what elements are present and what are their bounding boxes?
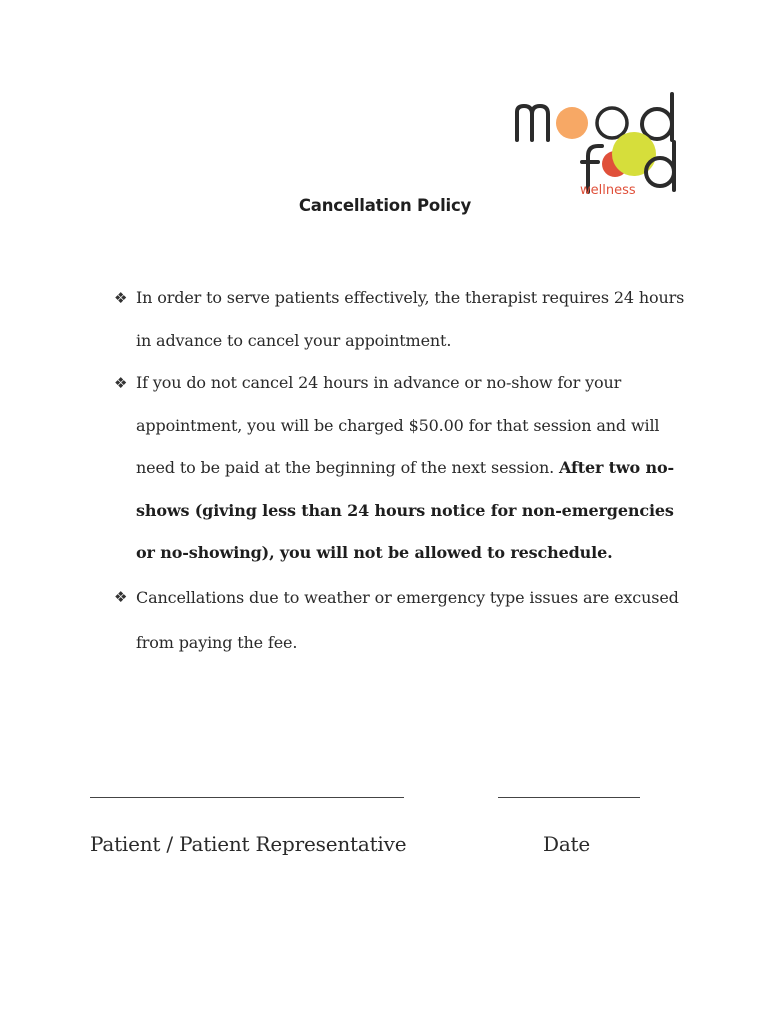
page-title: Cancellation Policy — [298, 196, 472, 215]
logo-letter-d-bowl — [642, 109, 672, 139]
logo-outline-circle — [597, 108, 627, 138]
date-signature-label: Date — [543, 832, 591, 856]
logo-green-circle — [612, 132, 656, 176]
diamond-bullet-icon: ❖ — [114, 289, 128, 307]
policy-warning: After two no-shows (giving less than 24 hours notice for non-emergencies or no-showing), you will not be allowed to reschedule. — [136, 458, 674, 562]
diamond-bullet-icon: ❖ — [114, 587, 128, 606]
policy-text: Cancellations due to weather or emergency type issues are excused from paying the fee. — [136, 587, 679, 652]
logo-letter-d2-bowl — [646, 158, 674, 186]
mood-food-wellness-logo — [512, 90, 684, 200]
patient-signature-line[interactable] — [90, 797, 404, 798]
policy-text: In order to serve patients effectively, the therapist requires 24 hours in advance to cancel your appointment. — [136, 288, 685, 350]
policy-item-no-show-fee — [114, 362, 694, 575]
policy-item-weather-exception — [114, 575, 694, 665]
policy-text: If you do not cancel 24 hours in advance or no-show for your appointment, you will be charged $50.00 for that session and will need to be paid at the beginning of the next session. — [136, 373, 660, 477]
logo-tagline: wellness — [580, 183, 636, 198]
logo-orange-circle — [556, 107, 588, 139]
date-signature-line[interactable] — [498, 797, 640, 798]
policy-item-advance-notice — [114, 277, 694, 362]
diamond-bullet-icon: ❖ — [114, 374, 128, 392]
patient-signature-label: Patient / Patient Representative — [90, 832, 407, 856]
logo-letter-m — [517, 106, 548, 140]
policy-list — [114, 277, 694, 665]
